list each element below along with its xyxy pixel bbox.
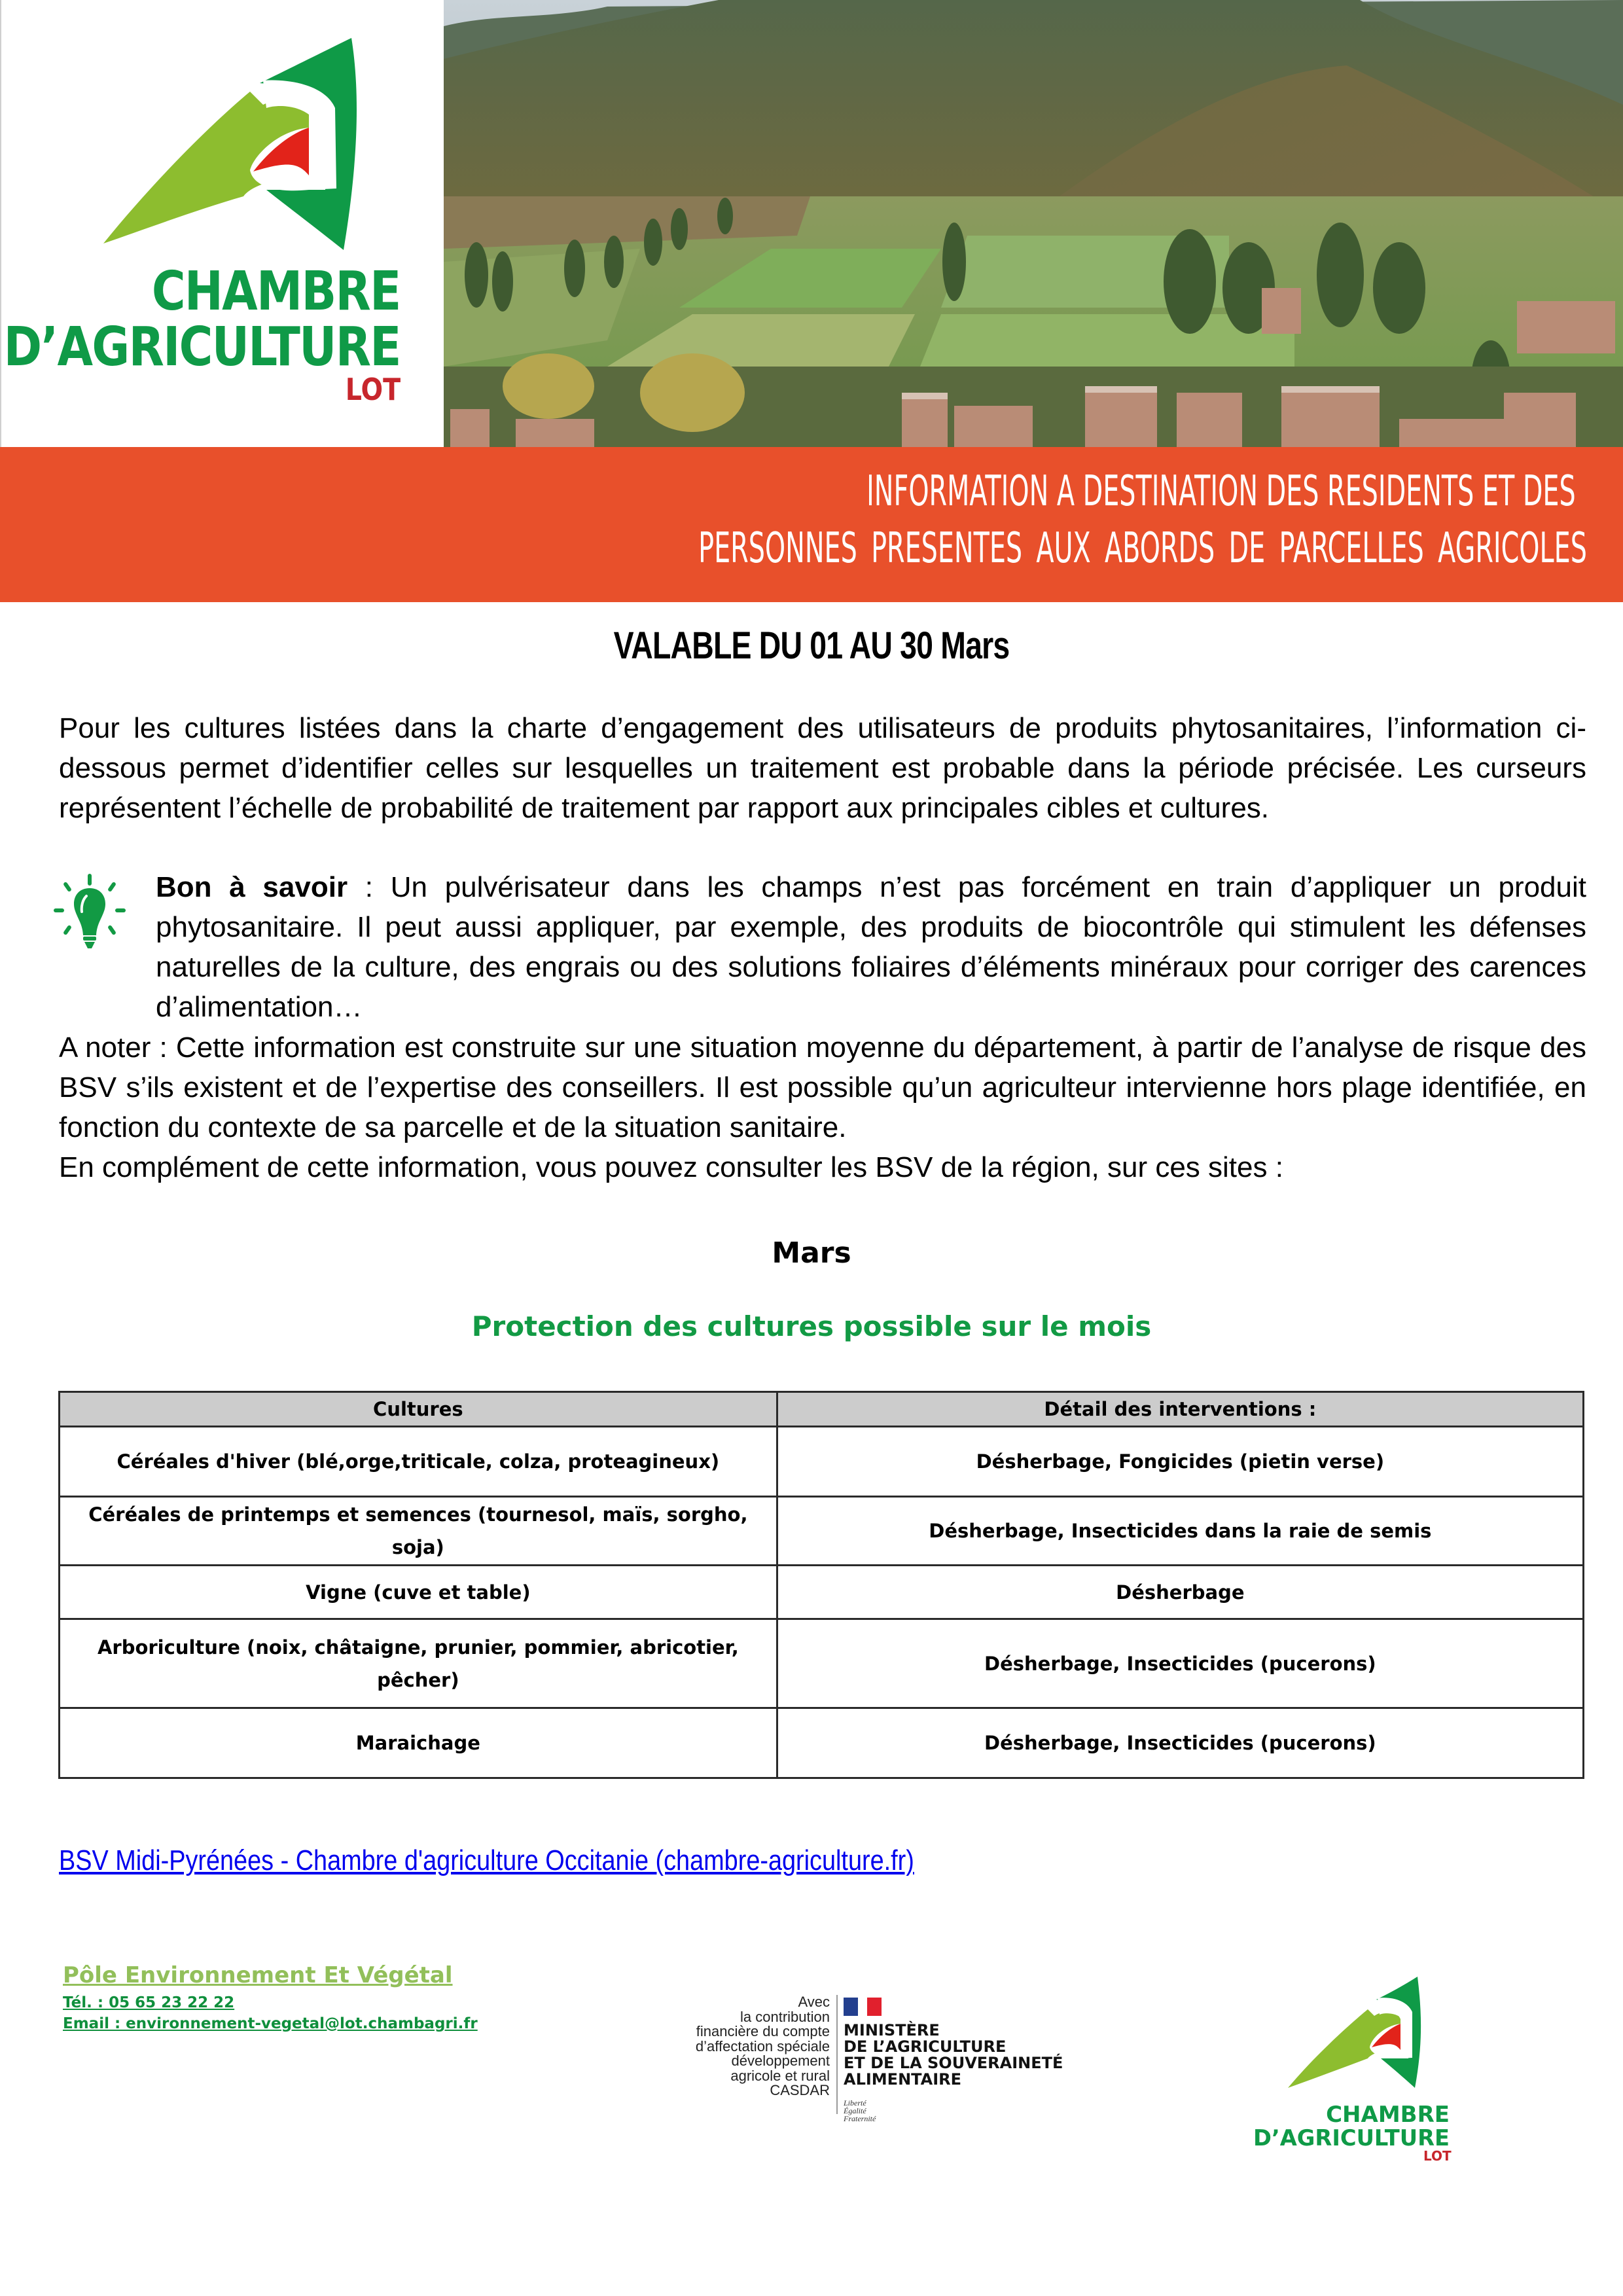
banner-line-2: PERSONNES PRESENTES AUX ABORDS DE PARCELLES AGRICOLES bbox=[698, 524, 1587, 573]
culture-cell: Céréales d'hiver (blé,orge,triticale, colza, proteagineux) bbox=[60, 1427, 777, 1497]
bsv-midi-pyrenees-link[interactable]: BSV Midi-Pyrénées - Chambre d'agriculture Occitanie (chambre-agriculture.fr) bbox=[59, 1844, 914, 1876]
validity-title: VALABLE DU 01 AU 30 Mars bbox=[613, 624, 1010, 667]
casdar-contribution-text bbox=[654, 1995, 830, 2098]
table-row bbox=[60, 1497, 1584, 1566]
culture-cell: Maraichage bbox=[60, 1708, 777, 1778]
complement-paragraph: En complément de cette information, vous pouvez consulter les BSV de la région, sur ces sites : bbox=[59, 1151, 1283, 1183]
header-logo-panel bbox=[0, 0, 444, 447]
casdar-line: Avec bbox=[798, 1994, 830, 2010]
intro-paragraph: Pour les cultures listées dans la charte d’engagement des utilisateurs de produits phytosanitaires, l’information ci-dessous permet d’identifier celles sur lesquelles un traitement est probable dans la période précisée. Les curseurs représentent l’échelle de probabilité de traitement par rapport aux principales cibles et cultures. bbox=[59, 712, 1586, 824]
ministry-name bbox=[844, 2022, 1063, 2088]
landscape-photo-icon bbox=[444, 0, 1623, 447]
logo-text-lot-small: LOT bbox=[1423, 2148, 1452, 2164]
table-row bbox=[60, 1427, 1584, 1497]
culture-cell: Arboriculture (noix, châtaigne, prunier, pommier, abricotier, pêcher) bbox=[60, 1619, 777, 1708]
marianne-flag-icon bbox=[844, 1998, 882, 2016]
intervention-cell: Désherbage, Insecticides (pucerons) bbox=[777, 1619, 1583, 1708]
culture-cell: Vigne (cuve et table) bbox=[60, 1566, 777, 1619]
casdar-line: développement bbox=[731, 2053, 830, 2069]
intervention-cell: Désherbage, Fongicides (pietin verse) bbox=[777, 1427, 1583, 1497]
column-header-interventions: Détail des interventions : bbox=[777, 1392, 1583, 1427]
ministry-line: ALIMENTAIRE bbox=[844, 2070, 962, 2089]
ministry-line: ET DE LA SOUVERAINETÉ bbox=[844, 2054, 1063, 2072]
table-row bbox=[60, 1566, 1584, 1619]
ministry-line: DE L’AGRICULTURE bbox=[844, 2037, 1007, 2056]
table-row bbox=[60, 1708, 1584, 1778]
bon-a-savoir-text: : Un pulvérisateur dans les champs n’est pas forcément en train d’appliquer un produit phytosanitaire. Il peut aussi appliquer, par exemple, des produits de biocontrôle qui stimulent les défenses naturelles de la culture, des engrais ou des solutions foliaires d’éléments minéraux pour corriger des carences d’alimentation… bbox=[156, 871, 1587, 1023]
motto-line: Liberté bbox=[844, 2098, 866, 2108]
casdar-line: d’affectation spéciale bbox=[695, 2037, 830, 2054]
intervention-cell: Désherbage, Insecticides dans la raie de semis bbox=[777, 1497, 1583, 1566]
casdar-line: financière du compte bbox=[696, 2023, 830, 2039]
cultures-table bbox=[58, 1391, 1584, 1779]
a-noter-paragraph: A noter : Cette information est construite sur une situation moyenne du département, à partir de l’analyse de risque des BSV s’ils existent et de l’expertise des conseillers. Il est possible qu’un agriculteur intervienne hors plage identifiée, en fonction du contexte de sa parcelle et de la situation sanitaire. bbox=[59, 1031, 1586, 1143]
contact-phone[interactable]: Tél. : 05 65 23 22 22 bbox=[63, 1994, 235, 2011]
casdar-line: la contribution bbox=[740, 2008, 830, 2025]
intervention-cell: Désherbage bbox=[777, 1566, 1583, 1619]
column-header-cultures: Cultures bbox=[60, 1392, 777, 1427]
bon-a-savoir-paragraph bbox=[156, 867, 1586, 1027]
contact-email[interactable]: Email : environnement-vegetal@lot.chambagri.fr bbox=[63, 2015, 478, 2032]
ministry-divider bbox=[836, 1995, 838, 2114]
logo-text-chambre: CHAMBRE bbox=[152, 260, 401, 323]
pole-environnement-heading: Pôle Environnement Et Végétal bbox=[63, 1962, 453, 1988]
motto-line: Égalité bbox=[844, 2106, 866, 2115]
ministry-line: MINISTÈRE bbox=[844, 2021, 940, 2039]
intervention-cell: Désherbage, Insecticides (pucerons) bbox=[777, 1708, 1583, 1778]
table-row bbox=[60, 1619, 1584, 1708]
footer-logo bbox=[1243, 1957, 1518, 2153]
landscape-photo bbox=[444, 0, 1623, 447]
logo-text-agriculture: D’AGRICULTURE bbox=[3, 316, 401, 378]
title-banner bbox=[0, 447, 1623, 602]
bon-a-savoir-label: Bon à savoir bbox=[156, 871, 348, 903]
culture-cell: Céréales de printemps et semences (tournesol, maïs, sorgho, soja) bbox=[60, 1497, 777, 1566]
casdar-line: agricole et rural bbox=[730, 2067, 830, 2084]
chambre-agriculture-logo-icon bbox=[1243, 1957, 1518, 2153]
motto-line: Fraternité bbox=[844, 2114, 876, 2123]
logo-text-lot: LOT bbox=[345, 372, 401, 407]
casdar-line: CASDAR bbox=[770, 2082, 830, 2098]
logo-text-chambre: CHAMBRE bbox=[1326, 2102, 1450, 2128]
lightbulb-icon bbox=[54, 874, 126, 950]
table-header-row bbox=[60, 1392, 1584, 1427]
republic-motto bbox=[844, 2099, 876, 2123]
protection-subtitle: Protection des cultures possible sur le mois bbox=[471, 1310, 1152, 1342]
month-heading: Mars bbox=[772, 1236, 851, 1270]
banner-line-1: INFORMATION A DESTINATION DES RESIDENTS ET DES bbox=[866, 467, 1576, 516]
logo-text-agriculture: D’AGRICULTURE bbox=[1253, 2125, 1450, 2151]
